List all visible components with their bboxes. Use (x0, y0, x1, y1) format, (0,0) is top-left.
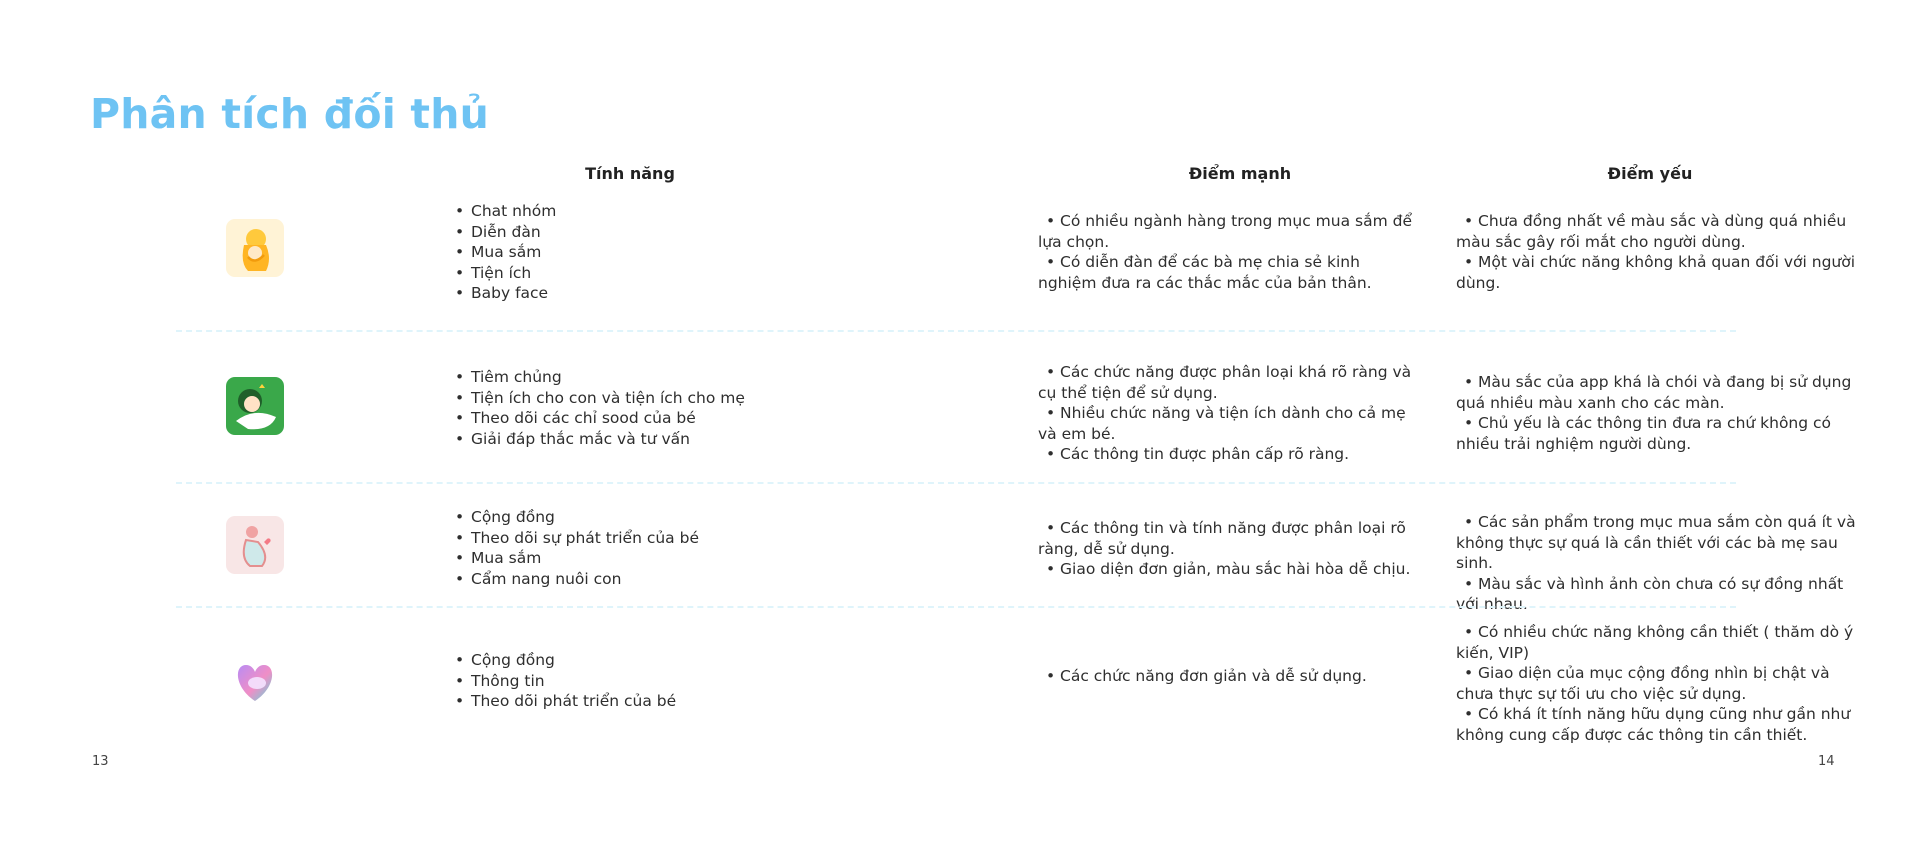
strength-item: • Nhiều chức năng và tiện ích dành cho cả mẹ và em bé. (1038, 403, 1418, 444)
list-item: • Cộng đồng (455, 650, 875, 671)
list-item: • Mua sắm (455, 548, 875, 569)
row-4-weaknesses (1456, 622, 1856, 745)
row-1-weaknesses (1456, 211, 1856, 293)
list-item: • Tiện ích (455, 263, 875, 284)
gradient-heart-app-icon (226, 651, 284, 709)
row-divider (176, 606, 1736, 608)
mother-baby-green-app-icon (226, 377, 284, 435)
strength-item: • Các thông tin được phân cấp rõ ràng. (1038, 444, 1418, 465)
row-4-features (455, 650, 875, 712)
row-divider (176, 482, 1736, 484)
row-3-strengths (1038, 518, 1418, 580)
list-item: • Tiêm chủng (455, 367, 875, 388)
list-item: • Thông tin (455, 671, 875, 692)
mother-baby-yellow-app-icon (226, 219, 284, 277)
list-item: • Tiện ích cho con và tiện ích cho mẹ (455, 388, 875, 409)
page-title: Phân tích đối thủ (90, 90, 490, 138)
row-2-strengths (1038, 362, 1418, 465)
list-item: • Theo dõi các chỉ sood của bé (455, 408, 875, 429)
row-4-strengths (1038, 666, 1418, 687)
list-item: • Cộng đồng (455, 507, 875, 528)
pregnant-woman-pink-app-icon (226, 516, 284, 574)
list-item: • Mua sắm (455, 242, 875, 263)
list-item: • Giải đáp thắc mắc và tư vấn (455, 429, 875, 450)
list-item: • Diễn đàn (455, 222, 875, 243)
row-3-weaknesses (1456, 512, 1856, 615)
list-item: • Theo dõi phát triển của bé (455, 691, 875, 712)
strengths-column-header: Điểm mạnh (1188, 164, 1292, 183)
page-number-left: 13 (92, 754, 109, 769)
strength-item: • Có diễn đàn để các bà mẹ chia sẻ kinh nghiệm đưa ra các thắc mắc của bản thân. (1038, 252, 1418, 293)
strength-item: • Giao diện đơn giản, màu sắc hài hòa dễ chịu. (1038, 559, 1418, 580)
weaknesses-column-header: Điểm yếu (1607, 164, 1693, 183)
page-number-right: 14 (1818, 754, 1835, 769)
strength-item: • Có nhiều ngành hàng trong mục mua sắm để lựa chọn. (1038, 211, 1418, 252)
weakness-item: • Màu sắc và hình ảnh còn chưa có sự đồng nhất với nhau. (1456, 574, 1856, 615)
list-item: • Cẩm nang nuôi con (455, 569, 875, 590)
row-2-features (455, 367, 875, 449)
strength-item: • Các chức năng được phân loại khá rõ ràng và cụ thể tiện để sử dụng. (1038, 362, 1418, 403)
list-item: • Theo dõi sự phát triển của bé (455, 528, 875, 549)
weakness-item: • Các sản phẩm trong mục mua sắm còn quá ít và không thực sự quá là cần thiết với các bà mẹ sau sinh. (1456, 512, 1856, 574)
row-3-features (455, 507, 875, 589)
strength-item: • Các chức năng đơn giản và dễ sử dụng. (1038, 666, 1418, 687)
row-1-features (455, 201, 875, 304)
list-item: • Baby face (455, 283, 875, 304)
weakness-item: • Một vài chức năng không khả quan đối với người dùng. (1456, 252, 1856, 293)
strength-item: • Các thông tin và tính năng được phân loại rõ ràng, dễ sử dụng. (1038, 518, 1418, 559)
list-item: • Chat nhóm (455, 201, 875, 222)
row-2-weaknesses (1456, 372, 1856, 454)
row-1-strengths (1038, 211, 1418, 293)
weakness-item: • Chủ yếu là các thông tin đưa ra chứ không có nhiều trải nghiệm người dùng. (1456, 413, 1856, 454)
row-divider (176, 330, 1736, 332)
weakness-item: • Màu sắc của app khá là chói và đang bị sử dụng quá nhiều màu xanh cho các màn. (1456, 372, 1856, 413)
weakness-item: • Có nhiều chức năng không cần thiết ( thăm dò ý kiến, VIP) (1456, 622, 1856, 663)
weakness-item: • Chưa đồng nhất về màu sắc và dùng quá nhiều màu sắc gây rối mắt cho người dùng. (1456, 211, 1856, 252)
weakness-item: • Có khá ít tính năng hữu dụng cũng như gần như không cung cấp được các thông tin cần thiết. (1456, 704, 1856, 745)
features-column-header: Tính năng (585, 164, 675, 183)
weakness-item: • Giao diện của mục cộng đồng nhìn bị chật và chưa thực sự tối ưu cho việc sử dụng. (1456, 663, 1856, 704)
